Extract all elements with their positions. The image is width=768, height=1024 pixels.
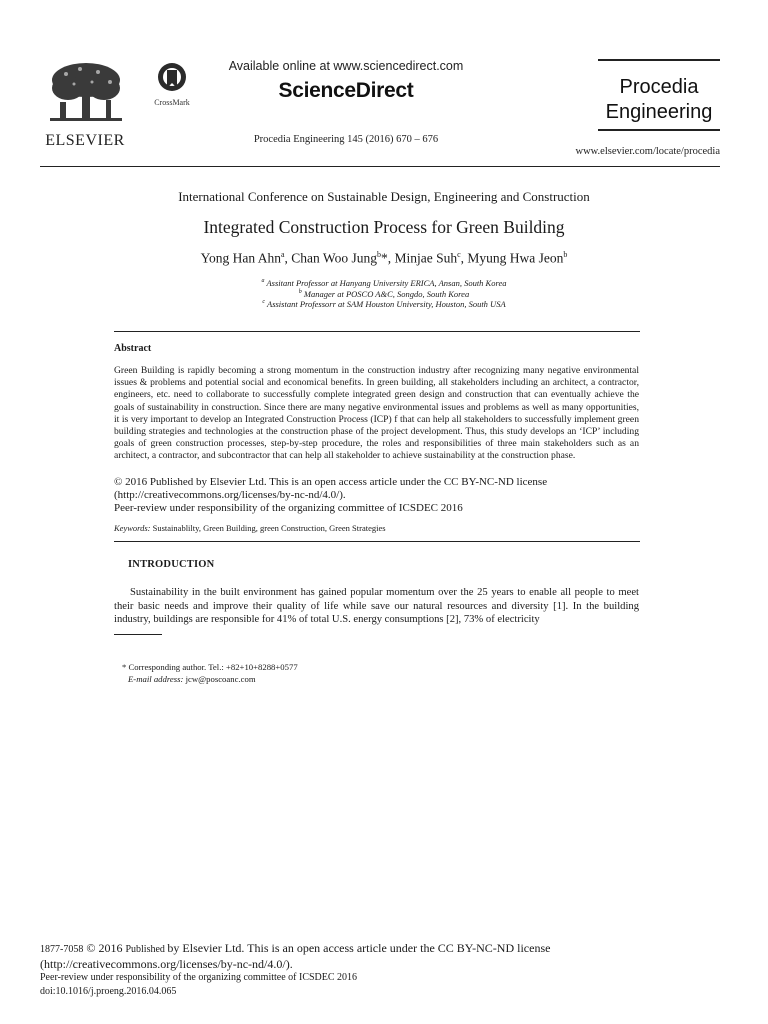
footer-copyright: © 2016 [83, 941, 126, 955]
author-name: Minjae Suh [394, 250, 458, 266]
affiliation-mark: b [298, 289, 302, 296]
author-name: Myung Hwa Jeon [467, 250, 564, 266]
affiliation-text: Manager at POSCO A&C, Songdo, South Korea [301, 289, 470, 299]
footer-peer-review: Peer-review under responsibility of the organizing committee of ICSDEC 2016 [40, 972, 358, 983]
journal-brand [598, 59, 720, 131]
abstract-peer-review: Peer-review under responsibility of the organizing committee of ICSDEC 2016 [114, 502, 463, 514]
license-text: © 2016 Published by Elsevier Ltd. This is an open access article under the CC BY-NC-ND license [114, 476, 548, 488]
abstract-license [114, 476, 639, 501]
abstract-top-divider [114, 331, 640, 332]
crossmark-icon [157, 62, 187, 96]
body-paragraph: Sustainability in the built environment has gained popular momentum over the 25 years to enable all people to meet their basic needs and improve their quality of life while save our natural resources and diversity [1]. In the building industry, buildings are responsible for 41% of total U.S. energy consumptions [2], 73% of electricity [114, 587, 639, 625]
issn: 1877-7058 [40, 944, 84, 955]
elsevier-logo [40, 60, 130, 150]
email-address[interactable]: jcw@poscoanc.com [183, 674, 256, 684]
email-label: E-mail address: [128, 674, 184, 684]
author-name: Chan Woo Jung [291, 250, 377, 266]
affiliation [100, 278, 668, 288]
footer-license-text: by Elsevier Ltd. This is an open access article under the CC BY-NC-ND license [167, 941, 551, 955]
footer-license-line [40, 941, 640, 957]
header-divider [40, 166, 720, 167]
affiliation [100, 299, 668, 309]
email-line [122, 673, 298, 685]
author-affil-mark: b [376, 250, 381, 259]
keywords [114, 523, 639, 533]
author-list [100, 250, 668, 267]
author-separator: , [284, 250, 292, 266]
journal-reference: Procedia Engineering 145 (2016) 670 – 676 [253, 134, 439, 145]
author-affil-mark: c [457, 250, 461, 259]
footnote-divider [114, 634, 162, 635]
conference-name: International Conference on Sustainable Design, Engineering and Construction [178, 189, 590, 204]
footer-license-link[interactable]: (http://creativecommons.org/licenses/by-nc-nd/4.0/). [40, 957, 293, 971]
footer-published: Published [125, 944, 168, 955]
available-online-text: Available online at www.sciencedirect.com [228, 59, 464, 73]
author-affil-mark: b [563, 250, 568, 259]
corresponding-mark: * [380, 250, 388, 266]
journal-brand-line1: Procedia [619, 76, 699, 98]
keywords-label: Keywords: [114, 523, 151, 533]
affiliation [100, 289, 668, 299]
author-separator: , [387, 250, 395, 266]
keywords-list: Sustainablilty, Green Building, green Construction, Green Strategies [150, 523, 386, 533]
license-link[interactable]: (http://creativecommons.org/licenses/by-nc-nd/4.0/). [114, 488, 346, 501]
crossmark-label: CrossMark [154, 98, 190, 107]
elsevier-tree-icon [46, 60, 126, 128]
author-affil-mark: a [280, 250, 285, 259]
abstract-heading: Abstract [114, 343, 152, 354]
corresponding-author: * Corresponding author. Tel.: +82+10+8288+0577 [122, 662, 298, 672]
section-heading: INTRODUCTION [128, 559, 215, 570]
footnote [122, 661, 298, 685]
journal-brand-title [598, 75, 720, 125]
sciencedirect-logo[interactable]: ScienceDirect [278, 79, 414, 102]
affiliation-mark: c [262, 299, 266, 306]
abstract-bottom-divider [114, 541, 640, 542]
affiliation-text: Assistant Professorr at SAM Houston University, Houston, South USA [265, 299, 506, 309]
affiliation-mark: a [261, 278, 265, 285]
page-footer [40, 941, 640, 999]
author-name: Yong Han Ahn [200, 250, 281, 266]
crossmark-badge[interactable] [146, 62, 198, 112]
journal-brand-line2: Engineering [605, 101, 713, 123]
publisher-logo-text: ELSEVIER [45, 132, 125, 149]
author-separator: , [460, 250, 468, 266]
journal-url-link[interactable]: www.elsevier.com/locate/procedia [575, 146, 720, 157]
doi[interactable]: doi:10.1016/j.proeng.2016.04.065 [40, 986, 177, 997]
affiliation-text: Assitant Professor at Hanyang University ERICA, Ansan, South Korea [264, 278, 507, 288]
paper-title: Integrated Construction Process for Green Building [203, 217, 565, 237]
abstract-text: Green Building is rapidly becoming a strong momentum in the construction industry after recognizing many negative environmental issues & problems and potential social and economical benefits. In green building, all stakeholders including an architect, a contractor, engineers, etc. need to collaborate to successfully complete integrated green design and construction that can eventually achieve the goals of sustainability in construction. Since there are many negative environmental issues and problems as well as many opportunities, it is very important to develop an Integrated Construction Process (ICP) f that can help all stakeholders to successfully implement green building strategies and technologies at the construction phase of the project development. Thus, this study develops an ‘ICP’ including goals of green construction processes, step-by-step procedure, the roles and responsibilities of three main stakeholders such as an architect, a contractor, and subcontractor that can help all stakeholder to achieve sustainability at the construction phase. [114, 365, 639, 462]
